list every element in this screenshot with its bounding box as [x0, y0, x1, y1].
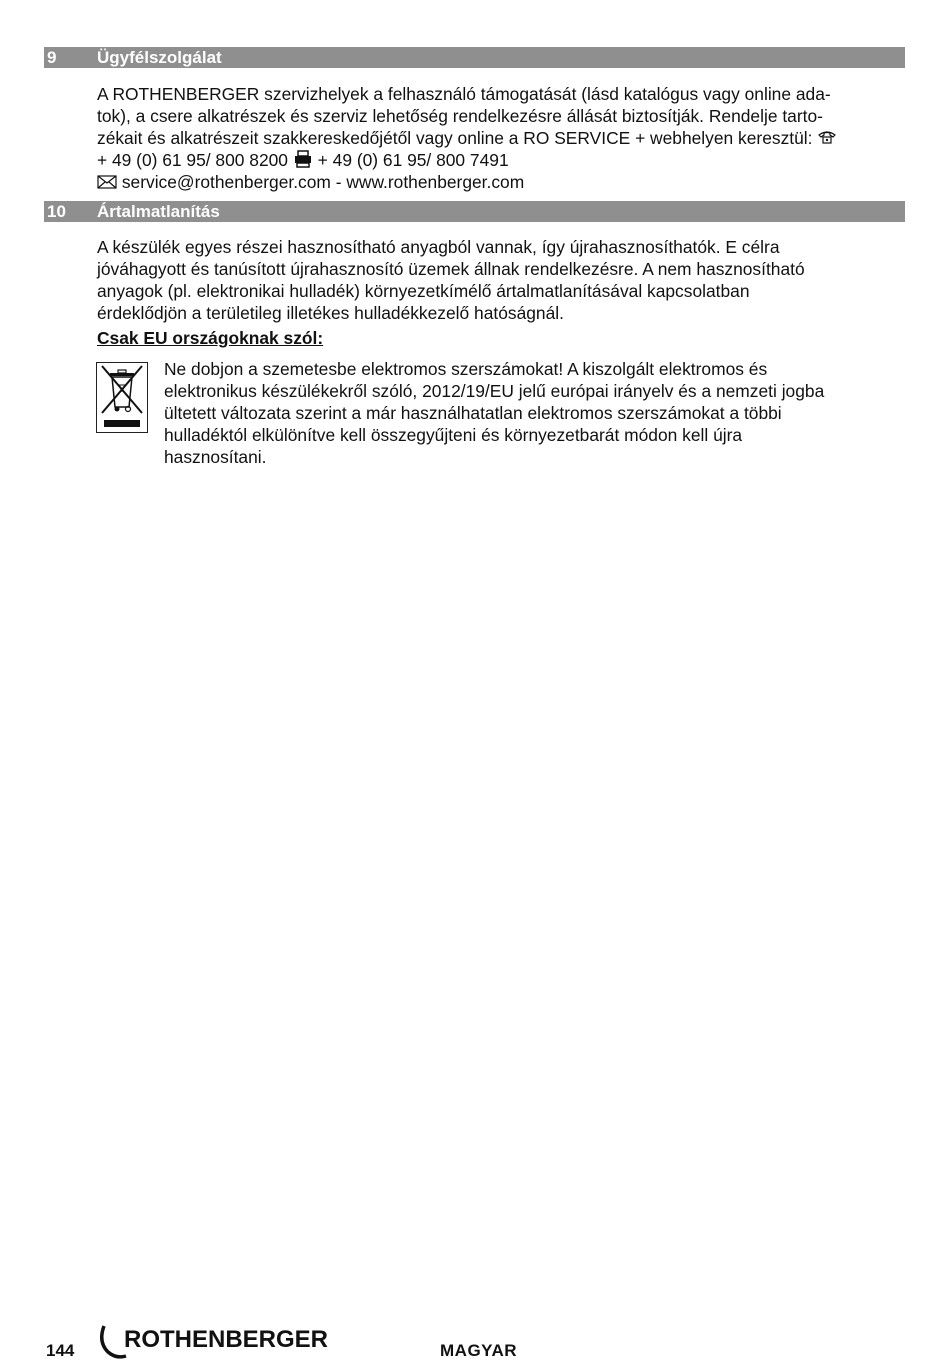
- contact-line: [97, 149, 837, 171]
- telephone-icon: [817, 128, 837, 150]
- section-9-heading: [44, 47, 905, 68]
- section-9-body: [97, 83, 837, 193]
- body-line: jóváhagyott és tanúsított újrahasznosító üzemek állnak rendelkezésre. A nem hasznosítható: [97, 259, 805, 279]
- weee-notice: [164, 358, 824, 468]
- body-line: A ROTHENBERGER szervizhelyek a felhasználó támogatását (lásd katalógus vagy online ada-: [97, 84, 831, 104]
- section-title: Ügyfélszolgálat: [97, 48, 222, 67]
- body-line: hulladéktól elkülönítve kell összegyűjteni és környezetbarát módon kell újra: [164, 425, 743, 445]
- body-line: anyagok (pl. elektronikai hulladék) környezetkímélő ártalmatlanításával kapcsolatban: [97, 281, 750, 301]
- body-line: A készülék egyes részei hasznosítható anyagból vannak, így újrahasznosíthatók. E célra: [97, 237, 780, 257]
- phone-number: + 49 (0) 61 95/ 800 8200: [97, 150, 288, 170]
- body-line: elektronikus készülékekről szóló, 2012/19/EU jelű európai irányelv és a nemzeti jogba: [164, 381, 825, 401]
- email-line: [97, 171, 837, 193]
- section-number: 10: [47, 202, 66, 221]
- body-line: érdeklődjön a területileg illetékes hulladékkezelő hatóságnál.: [97, 303, 564, 323]
- fax-icon: [293, 150, 313, 173]
- body-line: zékait és alkatrészeit szakkereskedőjétől vagy online a RO SERVICE + webhelyen keresztül:: [97, 127, 837, 149]
- body-line: hasznosítani.: [164, 447, 267, 467]
- fax-number: + 49 (0) 61 95/ 800 7491: [317, 150, 509, 170]
- crossed-out-wheelie-bin-icon: [96, 362, 148, 433]
- envelope-icon: [97, 172, 117, 194]
- body-line: ültetett változata szerint a már használhatatlan elektromos szerszámokat a többi: [164, 403, 782, 423]
- language-label: MAGYAR: [440, 1341, 517, 1360]
- section-10-heading: [44, 201, 905, 222]
- body-line: Ne dobjon a szemetesbe elektromos szerszámokat! A kiszolgált elektromos és: [164, 359, 768, 379]
- section-title: Ártalmatlanítás: [97, 202, 220, 221]
- email-web: service@rothenberger.com - www.rothenberger.com: [121, 172, 525, 192]
- brand-name: ROTHENBERGER: [124, 1326, 329, 1353]
- body-line: tok), a csere alkatrészek és szerviz lehetőség rendelkezésre állását biztosítják. Rendelje tarto-: [97, 106, 823, 126]
- section-number: 9: [47, 48, 57, 67]
- rothenberger-logo: [98, 1322, 348, 1360]
- section-10-body: [97, 236, 805, 324]
- eu-subheading: Csak EU országoknak szól:: [97, 328, 324, 348]
- page-number: 144: [46, 1341, 75, 1360]
